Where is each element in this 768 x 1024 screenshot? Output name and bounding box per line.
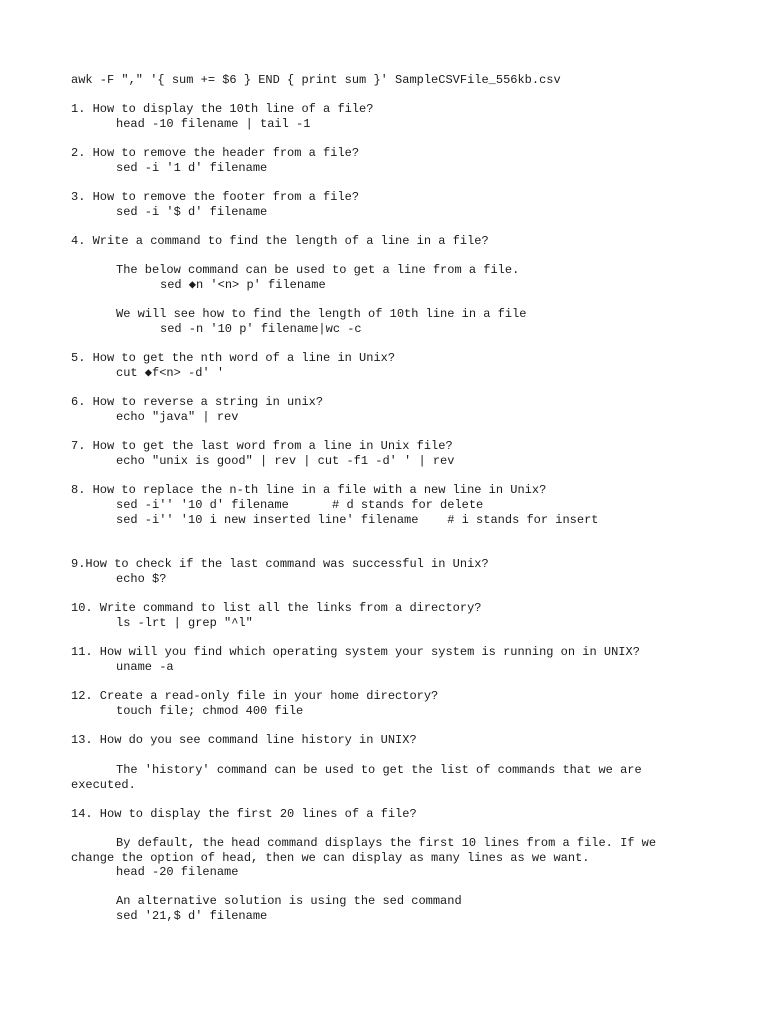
answer-7: echo "unix is good" | rev | cut -f1 -d' ' | rev	[116, 454, 455, 468]
question-11: 11. How will you find which operating system your system is running on in UNIX?	[71, 645, 640, 659]
answer-4-text-2: We will see how to find the length of 10th line in a file	[116, 307, 527, 321]
question-1: 1. How to display the 10th line of a file?	[71, 102, 374, 116]
answer-5: cut ◆f<n> -d' '	[116, 366, 225, 380]
answer-8-line-2: sed -i'' '10 i new inserted line' filename # i stands for insert	[116, 513, 599, 527]
question-12: 12. Create a read-only file in your home directory?	[71, 689, 439, 703]
answer-14-command-1: head -20 filename	[116, 865, 239, 879]
answer-4-text-1: The below command can be used to get a line from a file.	[116, 263, 520, 277]
question-9: 9.How to check if the last command was successful in Unix?	[71, 557, 489, 571]
question-13: 13. How do you see command line history in UNIX?	[71, 733, 417, 747]
answer-14-command-2: sed '21,$ d' filename	[116, 909, 268, 923]
answer-9: echo $?	[116, 572, 167, 586]
answer-14-text-2: An alternative solution is using the sed command	[116, 894, 462, 908]
answer-1: head -10 filename | tail -1	[116, 117, 311, 131]
question-7: 7. How to get the last word from a line in Unix file?	[71, 439, 453, 453]
answer-3: sed -i '$ d' filename	[116, 205, 268, 219]
answer-12: touch file; chmod 400 file	[116, 704, 304, 718]
answer-4-command-1: sed ◆n '<n> p' filename	[160, 278, 326, 292]
question-14: 14. How to display the first 20 lines of a file?	[71, 807, 417, 821]
question-5: 5. How to get the nth word of a line in Unix?	[71, 351, 396, 365]
answer-13-line-1: The 'history' command can be used to get the list of commands that we are	[116, 763, 642, 777]
answer-2: sed -i '1 d' filename	[116, 161, 268, 175]
answer-11: uname -a	[116, 660, 174, 674]
awk-command-line: awk -F "," '{ sum += $6 } END { print sum }' SampleCSVFile_556kb.csv	[71, 73, 561, 87]
answer-8-line-1: sed -i'' '10 d' filename # d stands for delete	[116, 498, 484, 512]
question-2: 2. How to remove the header from a file?	[71, 146, 360, 160]
question-10: 10. Write command to list all the links from a directory?	[71, 601, 482, 615]
answer-10: ls -lrt | grep "^l"	[116, 616, 253, 630]
answer-6: echo "java" | rev	[116, 410, 239, 424]
answer-14-line-2: change the option of head, then we can display as many lines as we want.	[71, 851, 590, 865]
question-6: 6. How to reverse a string in unix?	[71, 395, 324, 409]
question-4: 4. Write a command to find the length of a line in a file?	[71, 234, 489, 248]
question-3: 3. How to remove the footer from a file?	[71, 190, 360, 204]
answer-4-command-2: sed -n '10 p' filename|wc -c	[160, 322, 362, 336]
answer-14-line-1: By default, the head command displays the first 10 lines from a file. If we	[116, 836, 657, 850]
question-8: 8. How to replace the n-th line in a file with a new line in Unix?	[71, 483, 547, 497]
answer-13-line-2: executed.	[71, 778, 136, 792]
